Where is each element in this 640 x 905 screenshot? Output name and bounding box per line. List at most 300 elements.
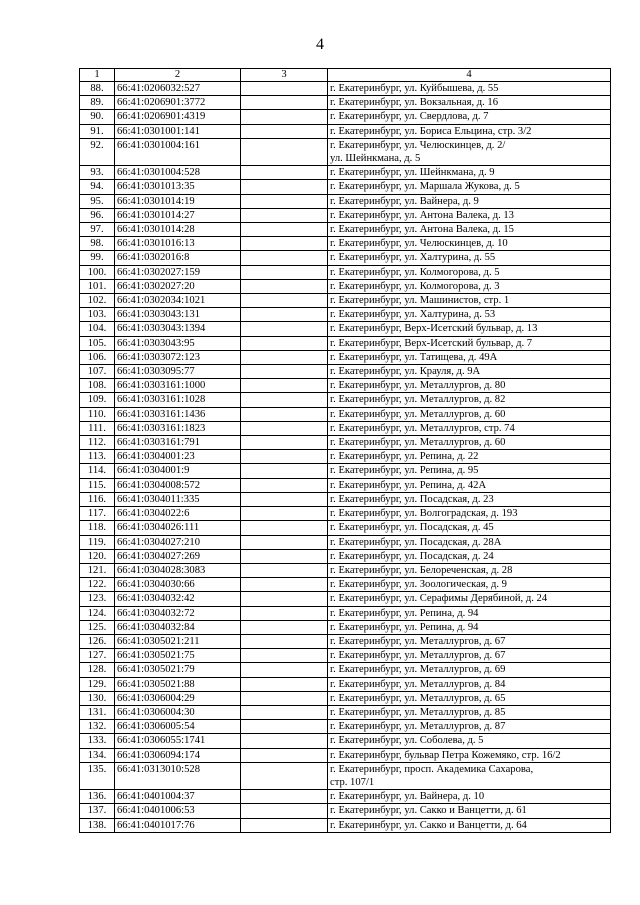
row-number-cell: 98. bbox=[80, 237, 115, 251]
table-row bbox=[80, 336, 611, 350]
address-cell bbox=[328, 350, 611, 364]
empty-column-cell bbox=[241, 464, 328, 478]
table-row bbox=[80, 194, 611, 208]
empty-column-cell bbox=[241, 762, 328, 789]
row-number-cell: 118. bbox=[80, 521, 115, 535]
empty-column-cell bbox=[241, 421, 328, 435]
table-row bbox=[80, 464, 611, 478]
row-number-cell: 102. bbox=[80, 294, 115, 308]
address-cell bbox=[328, 124, 611, 138]
row-number-cell: 133. bbox=[80, 734, 115, 748]
row-number-cell: 120. bbox=[80, 549, 115, 563]
row-number-cell: 128. bbox=[80, 663, 115, 677]
table-row bbox=[80, 762, 611, 789]
row-number-cell: 91. bbox=[80, 124, 115, 138]
row-number-cell: 127. bbox=[80, 649, 115, 663]
address-cell bbox=[328, 294, 611, 308]
address-line: г. Екатеринбург, бульвар Петра Кожемяко, стр. 16/2 bbox=[330, 749, 561, 761]
cadastral-number-cell: 66:41:0301014:27 bbox=[115, 208, 241, 222]
table-row bbox=[80, 677, 611, 691]
cadastral-number-cell: 66:41:0303161:1436 bbox=[115, 407, 241, 421]
address-cell bbox=[328, 251, 611, 265]
cadastral-number-cell: 66:41:0301004:528 bbox=[115, 166, 241, 180]
cadastral-number-cell: 66:41:0303043:1394 bbox=[115, 322, 241, 336]
empty-column-cell bbox=[241, 705, 328, 719]
table-row bbox=[80, 634, 611, 648]
column-header-2: 2 bbox=[115, 69, 241, 82]
address-cell bbox=[328, 563, 611, 577]
address-cell bbox=[328, 677, 611, 691]
address-line: г. Екатеринбург, ул. Репина, д. 94 bbox=[330, 621, 479, 633]
address-line: г. Екатеринбург, ул. Металлургов, д. 65 bbox=[330, 692, 506, 704]
table-row bbox=[80, 237, 611, 251]
address-line: г. Екатеринбург, ул. Белореченская, д. 28 bbox=[330, 564, 513, 576]
row-number-cell: 103. bbox=[80, 308, 115, 322]
cadastral-number-cell: 66:41:0303161:1000 bbox=[115, 379, 241, 393]
table-row bbox=[80, 790, 611, 804]
table-row bbox=[80, 308, 611, 322]
empty-column-cell bbox=[241, 110, 328, 124]
address-cell bbox=[328, 790, 611, 804]
empty-column-cell bbox=[241, 436, 328, 450]
address-cell bbox=[328, 521, 611, 535]
table-row bbox=[80, 563, 611, 577]
column-header-3: 3 bbox=[241, 69, 328, 82]
row-number-cell: 93. bbox=[80, 166, 115, 180]
row-number-cell: 124. bbox=[80, 606, 115, 620]
address-cell bbox=[328, 748, 611, 762]
address-line: г. Екатеринбург, ул. Халтурина, д. 53 bbox=[330, 309, 496, 321]
address-line: г. Екатеринбург, ул. Соболева, д. 5 bbox=[330, 735, 484, 747]
address-line: г. Екатеринбург, ул. Металлургов, д. 85 bbox=[330, 706, 506, 718]
row-number-cell: 117. bbox=[80, 507, 115, 521]
empty-column-cell bbox=[241, 549, 328, 563]
table-row bbox=[80, 166, 611, 180]
table-row bbox=[80, 180, 611, 194]
row-number-cell: 104. bbox=[80, 322, 115, 336]
address-cell bbox=[328, 96, 611, 110]
table-row bbox=[80, 620, 611, 634]
row-number-cell: 116. bbox=[80, 492, 115, 506]
address-cell bbox=[328, 166, 611, 180]
table-row bbox=[80, 549, 611, 563]
address-cell bbox=[328, 379, 611, 393]
cadastral-number-cell: 66:41:0304032:42 bbox=[115, 592, 241, 606]
table-row bbox=[80, 720, 611, 734]
cadastral-number-cell: 66:41:0306055:1741 bbox=[115, 734, 241, 748]
empty-column-cell bbox=[241, 322, 328, 336]
cadastral-number-cell: 66:41:0401004:37 bbox=[115, 790, 241, 804]
row-number-cell: 94. bbox=[80, 180, 115, 194]
address-line: г. Екатеринбург, ул. Вокзальная, д. 16 bbox=[330, 97, 499, 109]
table-row bbox=[80, 421, 611, 435]
empty-column-cell bbox=[241, 294, 328, 308]
address-line: г. Екатеринбург, ул. Татищева, д. 49А bbox=[330, 351, 498, 363]
address-cell bbox=[328, 393, 611, 407]
address-line: г. Екатеринбург, ул. Металлургов, д. 60 bbox=[330, 408, 506, 420]
row-number-cell: 100. bbox=[80, 265, 115, 279]
row-number-cell: 89. bbox=[80, 96, 115, 110]
address-cell bbox=[328, 492, 611, 506]
cadastral-number-cell: 66:41:0303043:131 bbox=[115, 308, 241, 322]
address-line: г. Екатеринбург, ул. Колмогорова, д. 5 bbox=[330, 266, 500, 278]
address-line: г. Екатеринбург, ул. Посадская, д. 23 bbox=[330, 493, 494, 505]
table-row bbox=[80, 110, 611, 124]
table-row bbox=[80, 393, 611, 407]
address-cell bbox=[328, 421, 611, 435]
cadastral-number-cell: 66:41:0304026:111 bbox=[115, 521, 241, 535]
address-line: ул. Шейнкмана, д. 5 bbox=[330, 153, 421, 165]
table-row bbox=[80, 379, 611, 393]
address-line: г. Екатеринбург, ул. Челюскинцев, д. 10 bbox=[330, 238, 508, 250]
empty-column-cell bbox=[241, 804, 328, 818]
cadastral-number-cell: 66:41:0301013:35 bbox=[115, 180, 241, 194]
row-number-cell: 97. bbox=[80, 223, 115, 237]
row-number-cell: 134. bbox=[80, 748, 115, 762]
table-row bbox=[80, 407, 611, 421]
cadastral-number-cell: 66:41:0303161:791 bbox=[115, 436, 241, 450]
table-row bbox=[80, 804, 611, 818]
address-line: г. Екатеринбург, ул. Репина, д. 22 bbox=[330, 451, 479, 463]
empty-column-cell bbox=[241, 578, 328, 592]
address-line: г. Екатеринбург, ул. Зоологическая, д. 9 bbox=[330, 579, 507, 591]
table-row bbox=[80, 663, 611, 677]
address-line: г. Екатеринбург, ул. Репина, д. 95 bbox=[330, 465, 479, 477]
row-number-cell: 132. bbox=[80, 720, 115, 734]
address-line: стр. 107/1 bbox=[330, 776, 375, 788]
row-number-cell: 105. bbox=[80, 336, 115, 350]
empty-column-cell bbox=[241, 563, 328, 577]
address-line: г. Екатеринбург, просп. Академика Сахарова, bbox=[330, 763, 534, 775]
cadastral-number-cell: 66:41:0206901:3772 bbox=[115, 96, 241, 110]
cadastral-number-cell: 66:41:0303095:77 bbox=[115, 365, 241, 379]
address-line: г. Екатеринбург, ул. Машинистов, стр. 1 bbox=[330, 295, 510, 307]
table-row bbox=[80, 521, 611, 535]
cadastral-number-cell: 66:41:0304027:210 bbox=[115, 535, 241, 549]
row-number-cell: 101. bbox=[80, 279, 115, 293]
address-line: г. Екатеринбург, ул. Сакко и Ванцетти, д. 61 bbox=[330, 805, 527, 817]
address-line: г. Екатеринбург, ул. Металлургов, д. 67 bbox=[330, 635, 506, 647]
column-header-1: 1 bbox=[80, 69, 115, 82]
address-cell bbox=[328, 110, 611, 124]
cadastral-number-cell: 66:41:0313010:528 bbox=[115, 762, 241, 789]
cadastral-number-cell: 66:41:0306004:30 bbox=[115, 705, 241, 719]
table-row bbox=[80, 705, 611, 719]
empty-column-cell bbox=[241, 790, 328, 804]
address-line: г. Екатеринбург, ул. Вайнера, д. 9 bbox=[330, 195, 479, 207]
row-number-cell: 112. bbox=[80, 436, 115, 450]
empty-column-cell bbox=[241, 308, 328, 322]
address-line: г. Екатеринбург, ул. Маршала Жукова, д. 5 bbox=[330, 181, 520, 193]
cadastral-number-cell: 66:41:0306094:174 bbox=[115, 748, 241, 762]
table-row bbox=[80, 265, 611, 279]
cadastral-number-cell: 66:41:0302027:159 bbox=[115, 265, 241, 279]
cadastral-number-cell: 66:41:0301014:19 bbox=[115, 194, 241, 208]
address-cell bbox=[328, 720, 611, 734]
address-line: г. Екатеринбург, ул. Вайнера, д. 10 bbox=[330, 791, 485, 803]
cadastral-number-cell: 66:41:0301001:141 bbox=[115, 124, 241, 138]
address-cell bbox=[328, 308, 611, 322]
cadastral-number-cell: 66:41:0304032:84 bbox=[115, 620, 241, 634]
table-row bbox=[80, 478, 611, 492]
address-cell bbox=[328, 322, 611, 336]
table-row bbox=[80, 251, 611, 265]
address-cell bbox=[328, 734, 611, 748]
table-row bbox=[80, 592, 611, 606]
address-cell bbox=[328, 138, 611, 165]
empty-column-cell bbox=[241, 691, 328, 705]
cadastral-number-cell: 66:41:0304011:335 bbox=[115, 492, 241, 506]
address-cell bbox=[328, 705, 611, 719]
empty-column-cell bbox=[241, 279, 328, 293]
address-line: г. Екатеринбург, ул. Металлургов, стр. 74 bbox=[330, 422, 515, 434]
table-row bbox=[80, 606, 611, 620]
row-number-cell: 90. bbox=[80, 110, 115, 124]
table-row bbox=[80, 279, 611, 293]
address-line: г. Екатеринбург, ул. Металлургов, д. 60 bbox=[330, 437, 506, 449]
table-row bbox=[80, 436, 611, 450]
row-number-cell: 88. bbox=[80, 82, 115, 96]
table-row bbox=[80, 96, 611, 110]
empty-column-cell bbox=[241, 223, 328, 237]
address-cell bbox=[328, 818, 611, 832]
empty-column-cell bbox=[241, 180, 328, 194]
empty-column-cell bbox=[241, 393, 328, 407]
cadastral-number-cell: 66:41:0206901:4319 bbox=[115, 110, 241, 124]
address-line: г. Екатеринбург, Верх-Исетский бульвар, д. 7 bbox=[330, 337, 533, 349]
address-line: г. Екатеринбург, ул. Крауля, д. 9А bbox=[330, 366, 481, 378]
table-row bbox=[80, 322, 611, 336]
address-line: г. Екатеринбург, ул. Куйбышева, д. 55 bbox=[330, 83, 499, 94]
empty-column-cell bbox=[241, 478, 328, 492]
address-cell bbox=[328, 180, 611, 194]
address-cell bbox=[328, 407, 611, 421]
table-row bbox=[80, 124, 611, 138]
address-line: г. Екатеринбург, ул. Металлургов, д. 80 bbox=[330, 380, 506, 392]
cadastral-number-cell: 66:41:0305021:75 bbox=[115, 649, 241, 663]
empty-column-cell bbox=[241, 265, 328, 279]
cadastral-number-cell: 66:41:0306005:54 bbox=[115, 720, 241, 734]
empty-column-cell bbox=[241, 748, 328, 762]
address-cell bbox=[328, 578, 611, 592]
cadastral-number-cell: 66:41:0302016:8 bbox=[115, 251, 241, 265]
cadastral-number-cell: 66:41:0303043:95 bbox=[115, 336, 241, 350]
address-cell bbox=[328, 535, 611, 549]
address-line: г. Екатеринбург, ул. Волгоградская, д. 193 bbox=[330, 508, 518, 520]
address-line: г. Екатеринбург, ул. Металлургов, д. 82 bbox=[330, 394, 506, 406]
empty-column-cell bbox=[241, 124, 328, 138]
address-cell bbox=[328, 507, 611, 521]
row-number-cell: 106. bbox=[80, 350, 115, 364]
empty-column-cell bbox=[241, 606, 328, 620]
empty-column-cell bbox=[241, 720, 328, 734]
empty-column-cell bbox=[241, 818, 328, 832]
address-cell bbox=[328, 691, 611, 705]
page-number: 4 bbox=[316, 36, 324, 53]
address-cell bbox=[328, 620, 611, 634]
address-line: г. Екатеринбург, ул. Шейнкмана, д. 9 bbox=[330, 167, 495, 179]
address-cell bbox=[328, 663, 611, 677]
row-number-cell: 115. bbox=[80, 478, 115, 492]
empty-column-cell bbox=[241, 677, 328, 691]
cadastral-number-cell: 66:41:0303161:1823 bbox=[115, 421, 241, 435]
address-cell bbox=[328, 606, 611, 620]
row-number-cell: 92. bbox=[80, 138, 115, 165]
address-line: г. Екатеринбург, ул. Посадская, д. 28А bbox=[330, 536, 502, 548]
address-line: г. Екатеринбург, ул. Металлургов, д. 84 bbox=[330, 678, 506, 690]
empty-column-cell bbox=[241, 634, 328, 648]
empty-column-cell bbox=[241, 166, 328, 180]
empty-column-cell bbox=[241, 592, 328, 606]
cadastral-number-cell: 66:41:0206032:527 bbox=[115, 82, 241, 96]
address-line: г. Екатеринбург, ул. Сакко и Ванцетти, д. 64 bbox=[330, 819, 527, 831]
address-cell bbox=[328, 804, 611, 818]
table-body bbox=[80, 69, 611, 833]
address-cell bbox=[328, 265, 611, 279]
address-line: г. Екатеринбург, Верх-Исетский бульвар, д. 13 bbox=[330, 323, 538, 335]
address-line: г. Екатеринбург, ул. Антона Валека, д. 15 bbox=[330, 224, 514, 236]
address-line: г. Екатеринбург, ул. Антона Валека, д. 13 bbox=[330, 209, 514, 221]
cadastral-number-cell: 66:41:0302027:20 bbox=[115, 279, 241, 293]
address-line: г. Екатеринбург, ул. Серафимы Дерябиной, д. 24 bbox=[330, 593, 548, 605]
cadastral-number-cell: 66:41:0301016:13 bbox=[115, 237, 241, 251]
row-number-cell: 131. bbox=[80, 705, 115, 719]
address-line: г. Екатеринбург, ул. Колмогорова, д. 3 bbox=[330, 280, 500, 292]
row-number-cell: 122. bbox=[80, 578, 115, 592]
row-number-cell: 113. bbox=[80, 450, 115, 464]
row-number-cell: 125. bbox=[80, 620, 115, 634]
row-number-cell: 108. bbox=[80, 379, 115, 393]
row-number-cell: 121. bbox=[80, 563, 115, 577]
address-cell bbox=[328, 478, 611, 492]
address-line: г. Екатеринбург, ул. Посадская, д. 24 bbox=[330, 550, 494, 562]
registry-table bbox=[79, 68, 611, 833]
table-row bbox=[80, 734, 611, 748]
empty-column-cell bbox=[241, 521, 328, 535]
table-row bbox=[80, 350, 611, 364]
row-number-cell: 111. bbox=[80, 421, 115, 435]
table-row bbox=[80, 208, 611, 222]
address-cell bbox=[328, 279, 611, 293]
row-number-cell: 107. bbox=[80, 365, 115, 379]
row-number-cell: 114. bbox=[80, 464, 115, 478]
cadastral-number-cell: 66:41:0306004:29 bbox=[115, 691, 241, 705]
row-number-cell: 135. bbox=[80, 762, 115, 789]
empty-column-cell bbox=[241, 208, 328, 222]
cadastral-number-cell: 66:41:0301014:28 bbox=[115, 223, 241, 237]
row-number-cell: 95. bbox=[80, 194, 115, 208]
cadastral-number-cell: 66:41:0302034:1021 bbox=[115, 294, 241, 308]
address-cell bbox=[328, 634, 611, 648]
address-line: г. Екатеринбург, ул. Металлургов, д. 87 bbox=[330, 721, 506, 733]
row-number-cell: 126. bbox=[80, 634, 115, 648]
table-row bbox=[80, 507, 611, 521]
address-cell bbox=[328, 223, 611, 237]
empty-column-cell bbox=[241, 365, 328, 379]
cadastral-number-cell: 66:41:0304022:6 bbox=[115, 507, 241, 521]
cadastral-number-cell: 66:41:0304028:3083 bbox=[115, 563, 241, 577]
row-number-cell: 130. bbox=[80, 691, 115, 705]
row-number-cell: 99. bbox=[80, 251, 115, 265]
address-cell bbox=[328, 208, 611, 222]
address-line: г. Екатеринбург, ул. Посадская, д. 45 bbox=[330, 522, 494, 534]
table-row bbox=[80, 365, 611, 379]
empty-column-cell bbox=[241, 336, 328, 350]
address-cell bbox=[328, 237, 611, 251]
empty-column-cell bbox=[241, 535, 328, 549]
cadastral-number-cell: 66:41:0305021:88 bbox=[115, 677, 241, 691]
empty-column-cell bbox=[241, 350, 328, 364]
address-cell bbox=[328, 365, 611, 379]
address-line: г. Екатеринбург, ул. Металлургов, д. 67 bbox=[330, 650, 506, 662]
empty-column-cell bbox=[241, 620, 328, 634]
address-cell bbox=[328, 194, 611, 208]
empty-column-cell bbox=[241, 82, 328, 96]
row-number-cell: 138. bbox=[80, 818, 115, 832]
row-number-cell: 96. bbox=[80, 208, 115, 222]
cadastral-number-cell: 66:41:0401006:53 bbox=[115, 804, 241, 818]
table-row bbox=[80, 578, 611, 592]
empty-column-cell bbox=[241, 251, 328, 265]
empty-column-cell bbox=[241, 138, 328, 165]
address-line: г. Екатеринбург, ул. Халтурина, д. 55 bbox=[330, 252, 496, 264]
row-number-cell: 119. bbox=[80, 535, 115, 549]
row-number-cell: 137. bbox=[80, 804, 115, 818]
address-line: г. Екатеринбург, ул. Репина, д. 94 bbox=[330, 607, 479, 619]
cadastral-number-cell: 66:41:0401017:76 bbox=[115, 818, 241, 832]
cadastral-number-cell: 66:41:0303161:1028 bbox=[115, 393, 241, 407]
cadastral-number-cell: 66:41:0305021:79 bbox=[115, 663, 241, 677]
empty-column-cell bbox=[241, 194, 328, 208]
table-row bbox=[80, 82, 611, 96]
table-header-row bbox=[80, 69, 611, 82]
empty-column-cell bbox=[241, 407, 328, 421]
empty-column-cell bbox=[241, 649, 328, 663]
table-row bbox=[80, 535, 611, 549]
table-row bbox=[80, 450, 611, 464]
empty-column-cell bbox=[241, 96, 328, 110]
address-line: г. Екатеринбург, ул. Репина, д. 42А bbox=[330, 479, 487, 491]
address-line: г. Екатеринбург, ул. Бориса Ельцина, стр. 3/2 bbox=[330, 125, 532, 137]
table-row bbox=[80, 223, 611, 237]
address-cell bbox=[328, 336, 611, 350]
cadastral-number-cell: 66:41:0303072:123 bbox=[115, 350, 241, 364]
address-cell bbox=[328, 762, 611, 789]
row-number-cell: 123. bbox=[80, 592, 115, 606]
table-row bbox=[80, 138, 611, 165]
empty-column-cell bbox=[241, 379, 328, 393]
cadastral-number-cell: 66:41:0305021:211 bbox=[115, 634, 241, 648]
address-line: г. Екатеринбург, ул. Металлургов, д. 69 bbox=[330, 664, 506, 676]
row-number-cell: 129. bbox=[80, 677, 115, 691]
cadastral-number-cell: 66:41:0304030:66 bbox=[115, 578, 241, 592]
table-row bbox=[80, 649, 611, 663]
address-cell bbox=[328, 82, 611, 96]
cadastral-number-cell: 66:41:0304001:9 bbox=[115, 464, 241, 478]
empty-column-cell bbox=[241, 734, 328, 748]
row-number-cell: 136. bbox=[80, 790, 115, 804]
address-cell bbox=[328, 592, 611, 606]
cadastral-number-cell: 66:41:0304032:72 bbox=[115, 606, 241, 620]
empty-column-cell bbox=[241, 507, 328, 521]
table-row bbox=[80, 691, 611, 705]
column-header-4: 4 bbox=[328, 69, 611, 82]
cadastral-number-cell: 66:41:0304001:23 bbox=[115, 450, 241, 464]
address-cell bbox=[328, 436, 611, 450]
address-cell bbox=[328, 649, 611, 663]
empty-column-cell bbox=[241, 450, 328, 464]
table-row bbox=[80, 748, 611, 762]
